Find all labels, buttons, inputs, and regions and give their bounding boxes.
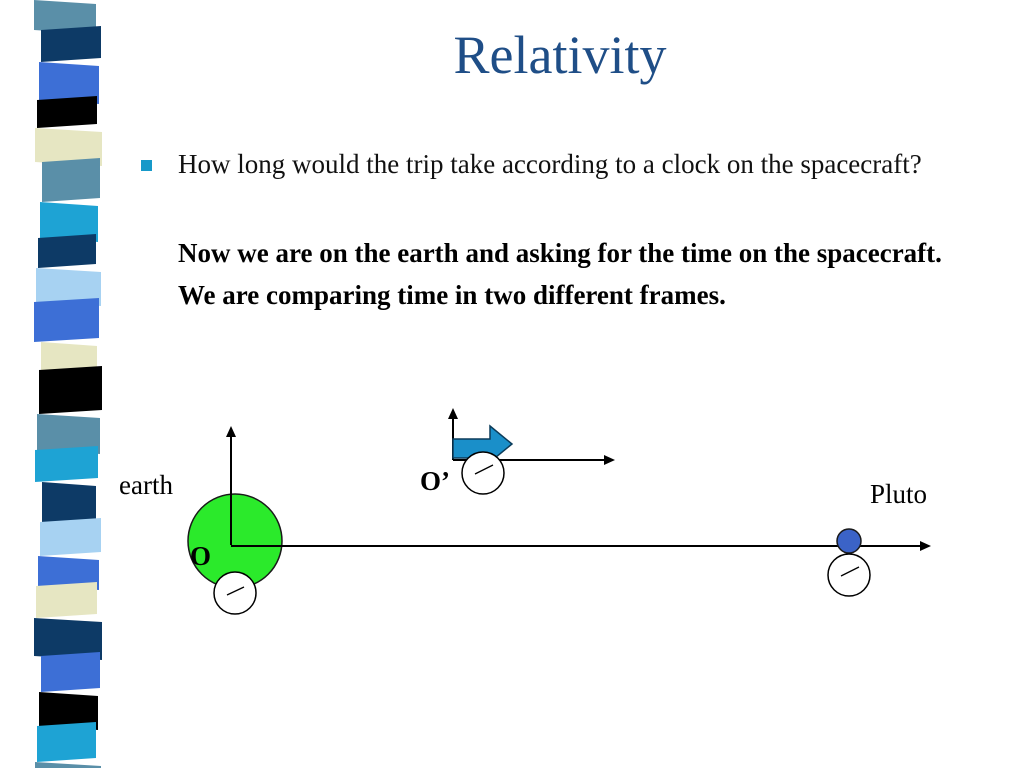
bullet-text: How long would the trip take according to a clock on the spacecraft? [178,149,922,179]
ship-clock-icon [462,452,504,494]
earth-horizontal-arrowhead [920,541,931,551]
ship-origin-label: O’ [420,466,450,496]
earth-vertical-arrowhead [226,426,236,437]
earth-label: earth [119,470,173,500]
pluto-circle [837,529,861,553]
pluto-clock-icon [828,554,870,596]
pluto-label: Pluto [870,479,928,509]
ship-horizontal-arrowhead [604,455,615,465]
origin-label: O [190,541,212,571]
slide-title: Relativity [453,25,667,85]
earth-clock-icon [214,572,256,614]
explanation-text: Now we are on the earth and asking for the time on the spacecraft. We are comparing time in two different frames. [178,238,942,310]
ship-vertical-arrowhead [448,408,458,419]
